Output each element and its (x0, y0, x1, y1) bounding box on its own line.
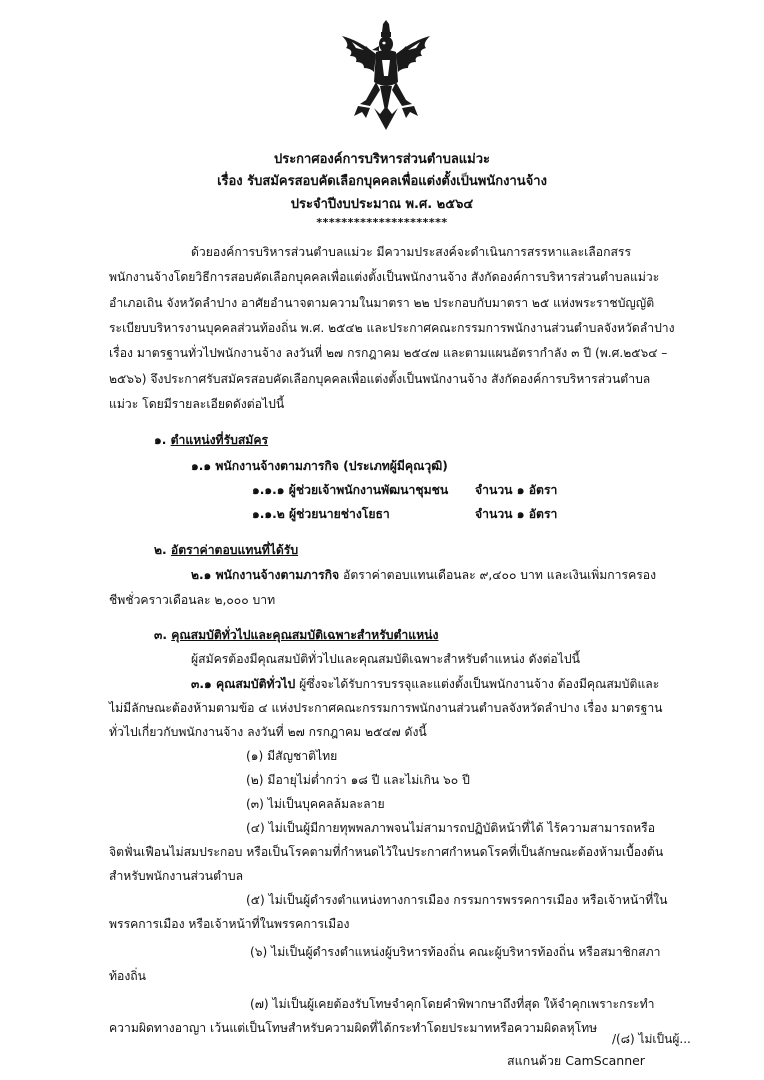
section-3-number: ๓. (154, 628, 167, 642)
section-2-title: อัตราค่าตอบแทนที่ได้รับ (170, 543, 299, 557)
section-1-heading (154, 432, 268, 448)
section-3-lead: ผู้สมัครต้องมีคุณสมบัติทั่วไปและคุณสมบัติเฉพาะสำหรับตำแหน่ง ดังต่อไปนี้ (191, 652, 580, 666)
section-3-1-text: ผู้ซึ่งจะได้รับการบรรจุและแต่งตั้งเป็นพนักงานจ้าง ต้องมีคุณสมบัติและ (295, 677, 660, 691)
section-3-1-label: ๓.๑ คุณสมบัติทั่วไป (191, 677, 296, 691)
qualification-item-7-line-1: (๗) ไม่เป็นผู้เคยต้องรับโทษจำคุกโดยคำพิพากษาถึงที่สุด ให้จำคุกเพราะกระทำ (250, 997, 655, 1011)
section-3-1 (191, 676, 659, 692)
intro-line-7: แม่วะ โดยมีรายละเอียดดังต่อไปนี้ (109, 397, 285, 411)
intro-line-5: เรื่อง มาตรฐานทั่วไปพนักงานจ้าง ลงวันที่ ๒๗ กรกฎาคม ๒๕๔๗ และตามแผนอัตรากำลัง ๓ ปี (พ.ศ.๒๕๖๔ – (109, 346, 668, 360)
section-3-1-line-3: ทั่วไปเกี่ยวกับพนักงานจ้าง ลงวันที่ ๒๗ กรกฎาคม ๒๕๔๗ ดังนี้ (109, 725, 427, 739)
qualification-item-7-line-2: ความผิดทางอาญา เว้นแต่เป็นโทษสำหรับความผิดที่ได้กระทำโดยประมาทหรือความผิดลหุโทษ (109, 1021, 598, 1035)
section-3-title: คุณสมบัติทั่วไปและคุณสมบัติเฉพาะสำหรับตำแหน่ง (171, 628, 439, 642)
announcement-title: ประกาศองค์การบริหารส่วนตำบลแม่วะ (273, 152, 491, 167)
qualification-item-6-line-1: (๖) ไม่เป็นผู้ดำรงตำแหน่งผู้บริหารท้องถิ่น คณะผู้บริหารท้องถิ่น หรือสมาชิกสภา (250, 945, 661, 959)
garuda-emblem-icon (336, 20, 436, 138)
qualification-item-4-line-3: สำหรับพนักงานส่วนตำบล (109, 869, 244, 883)
section-2-1-text: อัตราค่าตอบแทนเดือนละ ๙,๔๐๐ บาท และเงินเพิ่มการครอง (339, 568, 657, 582)
position-1-count: จำนวน ๑ อัตรา (475, 483, 558, 497)
camscanner-watermark: สแกนด้วย CamScanner (507, 1053, 645, 1068)
fiscal-year: ประจำปีงบประมาณ พ.ศ. ๒๕๖๔ (290, 197, 474, 212)
intro-line-1: ด้วยองค์การบริหารส่วนตำบลแม่วะ มีความประสงค์จะดำเนินการสรรหาและเลือกสรร (191, 245, 631, 259)
intro-line-6: ๒๕๖๖) จึงประกาศรับสมัครสอบคัดเลือกบุคคลเพื่อแต่งตั้งเป็นพนักงานจ้าง สังกัดองค์การบริหารส่วนตำบล (109, 372, 651, 386)
intro-line-2: พนักงานจ้างโดยวิธีการสอบคัดเลือกบุคคลเพื่อแต่งตั้งเป็นพนักงานจ้าง สังกัดองค์การบริหารส่วนตำบลแม่วะ (109, 270, 660, 284)
qualification-item-1: (๑) มีสัญชาติไทย (246, 749, 338, 763)
section-2-number: ๒. (154, 543, 167, 557)
section-3-1-line-2: ไม่มีลักษณะต้องห้ามตามข้อ ๔ แห่งประกาศคณะกรรมการพนักงานส่วนตำบลจังหวัดลำปาง เรื่อง มาตรฐาน (109, 701, 663, 715)
section-2-1-label: ๒.๑ พนักงานจ้างตามภารกิจ (191, 568, 340, 582)
announcement-subject: เรื่อง รับสมัครสอบคัดเลือกบุคคลเพื่อแต่งตั้งเป็นพนักงานจ้าง (217, 174, 547, 189)
section-2-heading (154, 542, 298, 558)
continuation-note: /(๘) ไม่เป็นผู้... (612, 1032, 691, 1046)
qualification-item-5-line-2: พรรคการเมือง หรือเจ้าหน้าที่ในพรรคการเมือง (109, 917, 350, 931)
intro-line-3: อำเภอเถิน จังหวัดลำปาง อาศัยอำนาจตามความในมาตรา ๒๒ ประกอบกับมาตรา ๒๕ แห่งพระราชบัญญัติ (109, 296, 655, 310)
position-2-count: จำนวน ๑ อัตรา (475, 507, 558, 521)
qualification-item-5-line-1: (๕) ไม่เป็นผู้ดำรงตำแหน่งทางการเมือง กรรมการพรรคการเมือง หรือเจ้าหน้าที่ใน (246, 893, 668, 907)
section-1-title: ตำแหน่งที่รับสมัคร (170, 433, 269, 447)
qualification-item-2: (๒) มีอายุไม่ต่ำกว่า ๑๘ ปี และไม่เกิน ๖๐ ปี (246, 773, 470, 787)
position-2-name: ๑.๑.๒ ผู้ช่วยนายช่างโยธา (252, 507, 390, 521)
qualification-item-4-line-1: (๔) ไม่เป็นผู้มีกายทุพพลภาพจนไม่สามารถปฏิบัติหน้าที่ได้ ไร้ความสามารถหรือ (246, 821, 656, 835)
intro-line-4: ระเบียบบริหารงานบุคคลส่วนท้องถิ่น พ.ศ. ๒๕๔๒ และประกาศคณะกรรมการพนักงานส่วนตำบลจังหวัดลำปาง (109, 321, 675, 335)
qualification-item-3: (๓) ไม่เป็นบุคคลล้มละลาย (246, 797, 385, 811)
qualification-item-6-line-2: ท้องถิ่น (109, 969, 147, 983)
section-2-1 (191, 567, 656, 583)
qualification-item-4-line-2: จิตฟั่นเฟือนไม่สมประกอบ หรือเป็นโรคตามที่กำหนดไว้ในประกาศกำหนดโรคที่เป็นลักษณะต้องห้ามเบื้องต้น (109, 845, 664, 859)
section-1-1: ๑.๑ พนักงานจ้างตามภารกิจ (ประเภทผู้มีคุณวุฒิ) (191, 459, 448, 473)
position-1-name: ๑.๑.๑ ผู้ช่วยเจ้าพนักงานพัฒนาชุมชน (252, 483, 449, 497)
section-3-heading (154, 627, 438, 643)
title-separator: ********************* (316, 216, 448, 229)
section-1-number: ๑. (154, 433, 167, 447)
section-2-1-line-2: ชีพชั่วคราวเดือนละ ๒,๐๐๐ บาท (109, 593, 276, 607)
